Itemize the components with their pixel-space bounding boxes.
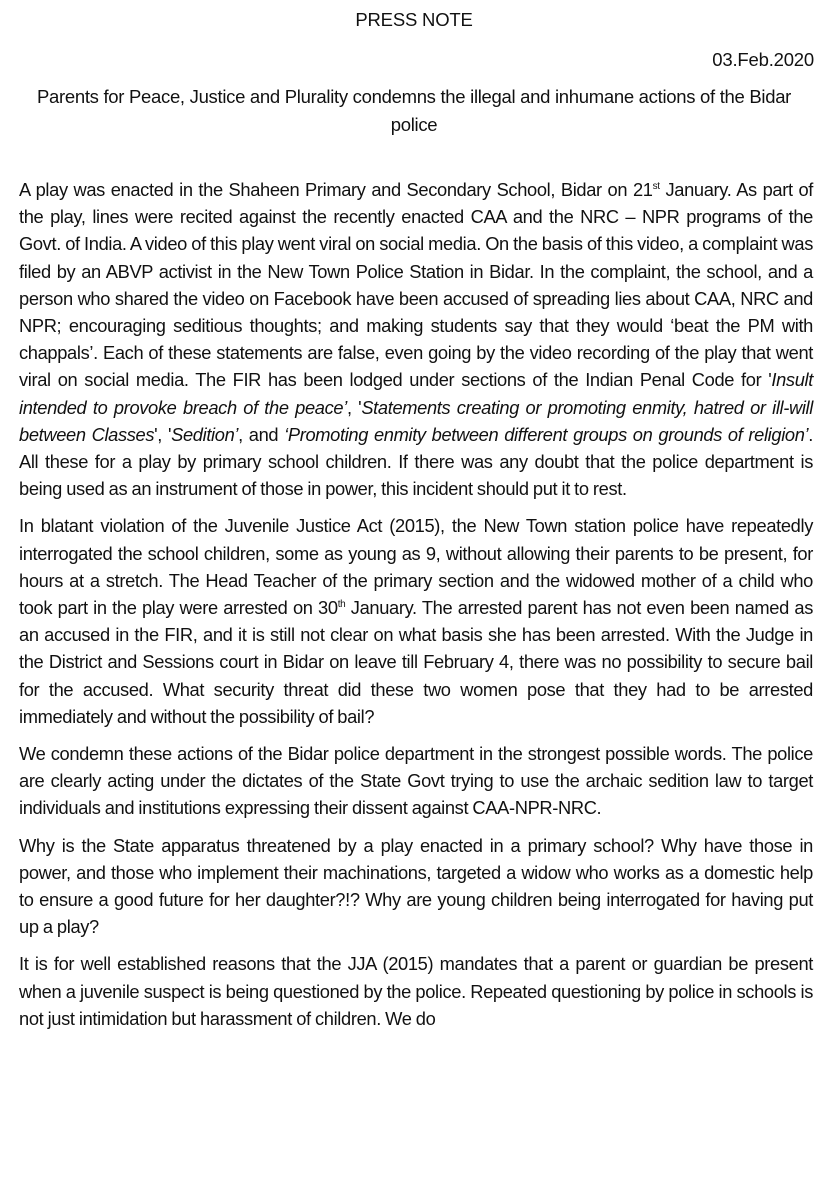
paragraph-1	[19, 176, 813, 502]
text-run: A play was enacted in the Shaheen Primary and Secondary School, Bidar on 21	[19, 179, 653, 200]
text-run: . All these for a play by primary school children. If there was any doubt that the police department is being used as an instrument of those in power, this incident should put it to rest.	[19, 423, 813, 500]
document-subtitle: Parents for Peace, Justice and Plurality condemns the illegal and inhumane actions of the Bidar police	[36, 86, 792, 135]
text-run: In blatant violation of the Juvenile Justice Act (2015), the New Town station police have repeatedly interrogated the school children, some as young as 9, without allowing their parents to be present, for hours at a stretch. The Head Teacher of the primary section and the widowed mother of a child who took part in the play were arrested on 30	[19, 515, 813, 619]
text-run: , '	[346, 396, 362, 418]
text-run: January. As part of the play, lines were recited against the recently enacted CAA and the NRC – NPR programs of the Govt. of India. A video of this play went viral on social media. On the basis of this video, a complaint was filed by an ABVP activist in the New Town Police Station in Bidar. In the complaint, the school, and a person who shared the video on Facebook have been accused of spreading lies about CAA, NRC and NPR; encouraging seditious thoughts; and making students say that they would ‘beat the PM with chappals’. Each of these statements are false, even going by the video recording of the play that went viral on social media. The FIR has been lodged under sections of the Indian Penal Code for '	[19, 179, 814, 391]
paragraph-4: Why is the State apparatus threatened by a play enacted in a primary school? Why have those in power, and those who implement their machinations, targeted a widow who works as a domestic help to ensure a good future for her daughter?!? Why are young children being interrogated for having put up a play?	[19, 834, 813, 938]
document-date: 03.Feb.2020	[712, 49, 814, 70]
paragraph-3: We condemn these actions of the Bidar police department in the strongest possible words. The police are clearly acting under the dictates of the State Govt trying to use the archaic sedition law to target individuals and institutions expressing their dissent against CAA-NPR-NRC.	[19, 743, 813, 819]
ipc-section-quote: ‘Promoting enmity between different groups on grounds of religion’	[284, 423, 809, 445]
ipc-section-quote: Insult intended to provoke breach of the peace’	[19, 369, 813, 418]
ipc-section-quote: Statements creating or promoting enmity, hatred or ill-will between Classes	[19, 396, 813, 445]
document-title: PRESS NOTE	[355, 9, 473, 30]
paragraph-5: It is for well established reasons that the JJA (2015) mandates that a parent or guardian be present when a juvenile suspect is being questioned by the police. Repeated questioning by police in schools is not just intimidation but harassment of children. We do	[19, 953, 813, 1029]
document-body	[19, 176, 813, 1042]
ipc-section-quote: Sedition’	[171, 423, 239, 445]
text-run: , and	[238, 423, 285, 445]
paragraph-2	[19, 512, 813, 730]
text-run: January. The arrested parent has not even been named as an accused in the FIR, and it is still not clear on what basis she has been arrested. With the Judge in the District and Sessions court in Bidar on leave till February 4, there was no possibility to secure bail for the accused. What security threat did these two women pose that they had to be arrested immediately and without the possibility of bail?	[19, 597, 814, 727]
ordinal-suffix: th	[337, 599, 346, 611]
ordinal-suffix: st	[652, 181, 660, 192]
text-run: ', '	[154, 423, 172, 445]
